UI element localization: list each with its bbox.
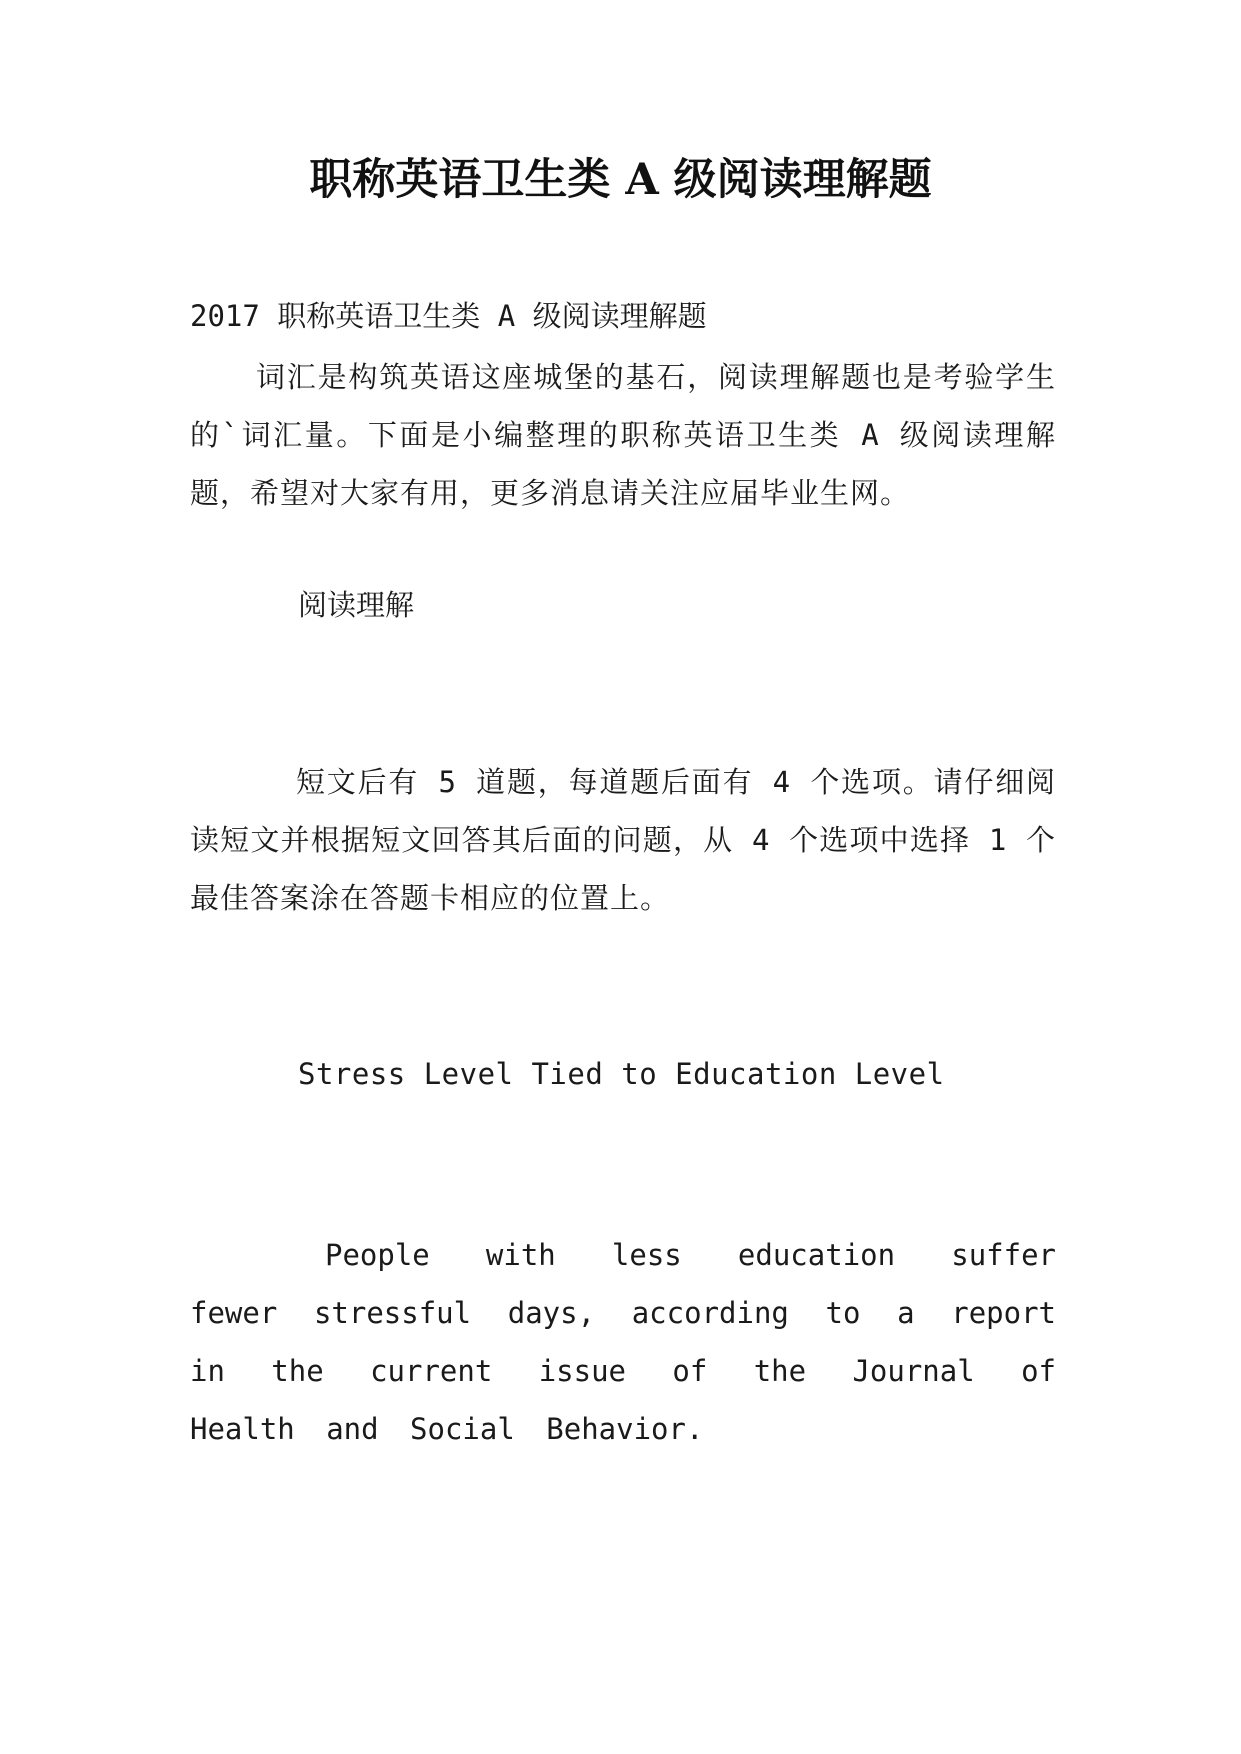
instructions-paragraph: 短文后有 5 道题，每道题后面有 4 个选项。请仔细阅读短文并根据短文回答其后面的问题，从 4 个选项中选择 1 个最佳答案涂在答题卡相应的位置上。 xyxy=(190,765,1056,915)
intro-paragraph: 词汇是构筑英语这座城堡的基石，阅读理解题也是考验学生的`词汇量。下面是小编整理的职称英语卫生类 A 级阅读理解题，希望对大家有用，更多消息请关注应届毕业生网。 xyxy=(190,360,1056,510)
document-subtitle: 2017 职称英语卫生类 A 级阅读理解题 xyxy=(190,299,707,333)
article-paragraph: People with less education suffer fewer stressful days, according to a report in the current issue of the Journal of Health and Social Behavior. xyxy=(190,1238,1056,1446)
section-heading: 阅读理解 xyxy=(298,588,415,622)
article-title: Stress Level Tied to Education Level xyxy=(298,1057,945,1091)
page-title: 职称英语卫生类 A 级阅读理解题 xyxy=(309,155,932,205)
